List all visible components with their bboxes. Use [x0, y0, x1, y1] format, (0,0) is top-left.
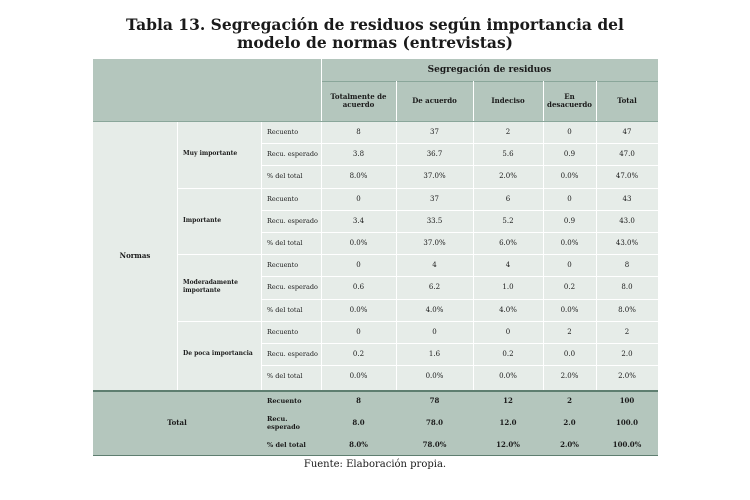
- table-cell: 8: [624, 261, 630, 270]
- table-cell: 0: [567, 128, 572, 137]
- total-cell: 2.0%: [560, 440, 579, 450]
- table-cell: 5.6: [502, 150, 514, 159]
- total-cell: 8: [356, 396, 361, 406]
- table-cell: 1.0: [502, 283, 514, 292]
- table-cell: 2: [567, 327, 572, 336]
- metric-label: Recuento: [267, 261, 299, 270]
- total-metric-label: Recuento: [267, 397, 302, 406]
- table-cell: 0.2: [502, 350, 514, 359]
- total-cell: 2: [567, 396, 572, 406]
- table-cell: 0.0%: [560, 239, 579, 248]
- table-cell: 2: [624, 327, 630, 336]
- table-cell: 47: [622, 128, 632, 137]
- table-cell: 0.9: [563, 216, 576, 225]
- table-cell: 6.0%: [499, 239, 517, 248]
- table-cell: 0.0%: [499, 372, 517, 381]
- table-cell: 37: [430, 194, 439, 203]
- column-header: De acuerdo: [412, 96, 457, 105]
- header-bottom-line: [93, 121, 658, 122]
- table-cell: 3.4: [352, 216, 365, 225]
- column-divider: [596, 81, 597, 390]
- metric-label: Recuento: [267, 194, 299, 203]
- total-cell: 78: [429, 396, 440, 406]
- table-cell: 0.2: [352, 350, 365, 359]
- metric-label: Recu. esperado: [267, 350, 318, 359]
- total-cell: 100.0: [616, 418, 638, 428]
- table-cell: 2.0%: [618, 372, 636, 381]
- metric-label: Recu. esperado: [267, 283, 318, 292]
- total-metric-label: % del total: [267, 441, 306, 450]
- table-cell: 0: [432, 327, 437, 336]
- row-group-label: Importante: [183, 216, 222, 224]
- column-divider: [473, 81, 474, 390]
- table-cell: 0.6: [352, 283, 365, 292]
- group-divider: [177, 254, 658, 255]
- metric-label: % del total: [267, 172, 303, 181]
- table-bottom-line: [93, 455, 658, 456]
- metric-label: Recuento: [267, 128, 299, 137]
- column-header: En desacuerdo: [547, 92, 592, 109]
- total-label: Total: [167, 418, 187, 428]
- table-title-line2: modelo de normas (entrevistas): [236, 33, 514, 52]
- table-cell: 2.0: [621, 350, 633, 359]
- total-cell: 100.0%: [612, 440, 642, 450]
- total-cell: 8.0%: [349, 440, 368, 450]
- table-cell: 36.7: [426, 150, 443, 159]
- table-cell: 4.0%: [499, 305, 517, 314]
- total-cell: 78.0%: [422, 440, 447, 450]
- table-title-line1: Tabla 13. Segregación de residuos según importancia del: [126, 15, 624, 34]
- table-cell: 2: [505, 128, 511, 137]
- column-divider: [396, 81, 397, 390]
- table-cell: 0.0%: [349, 305, 368, 314]
- column-divider: [261, 121, 262, 390]
- table-cell: 0: [505, 327, 511, 336]
- table-cell: 0.0%: [560, 172, 579, 181]
- metric-label: Recu. esperado: [267, 150, 318, 159]
- row-dimension-label: Normas: [119, 250, 151, 260]
- metric-label: % del total: [267, 372, 303, 381]
- table-cell: 0.0: [563, 350, 576, 359]
- table-cell: 2.0%: [560, 372, 579, 381]
- table-cell: 0.2: [563, 283, 576, 292]
- column-header: Indeciso: [491, 96, 525, 105]
- column-header: Total: [617, 96, 637, 105]
- table-cell: 0.0%: [425, 372, 444, 381]
- table-cell: 2.0%: [499, 172, 517, 181]
- table-title: [0, 16, 750, 52]
- total-cell: 12.0%: [496, 440, 520, 450]
- group-divider: [177, 188, 658, 189]
- table-cell: 43.0: [619, 216, 635, 225]
- table-cell: 47.0%: [615, 172, 639, 181]
- table-cell: 0: [567, 261, 572, 270]
- table-cell: 4: [505, 261, 511, 270]
- column-divider: [321, 81, 322, 390]
- table-cell: 37: [430, 128, 439, 137]
- group-divider: [177, 321, 658, 322]
- metric-label: Recu. esperado: [267, 216, 318, 225]
- contingency-table: [93, 59, 658, 454]
- table-cell: 8.0: [621, 283, 633, 292]
- total-cell: 2.0: [563, 418, 576, 428]
- table-cell: 0: [567, 194, 572, 203]
- table-cell: 8: [356, 128, 361, 137]
- table-cell: 0.0%: [349, 239, 368, 248]
- metric-label: Recuento: [267, 327, 299, 336]
- column-divider: [543, 81, 544, 390]
- table-cell: 37.0%: [423, 239, 446, 248]
- table-cell: 1.6: [428, 350, 441, 359]
- table-cell: 6.2: [428, 283, 441, 292]
- table-cell: 0: [356, 194, 361, 203]
- source-note: Fuente: Elaboración propia.: [303, 459, 447, 470]
- total-metric-label: Recu. esperado: [267, 415, 300, 432]
- table-cell: 37.0%: [423, 172, 446, 181]
- column-header: Totalmente de acuerdo: [330, 92, 387, 109]
- metric-label: % del total: [267, 239, 303, 248]
- total-cell: 8.0: [352, 418, 365, 428]
- table-cell: 0.9: [563, 150, 576, 159]
- row-group-label: Moderadamente importante: [183, 279, 238, 295]
- table-cell: 4: [432, 261, 437, 270]
- total-cell: 12: [503, 396, 513, 406]
- column-divider: [321, 59, 322, 81]
- table-cell: 8.0%: [349, 172, 368, 181]
- metric-label: % del total: [267, 305, 303, 314]
- total-cell: 100: [619, 396, 635, 406]
- total-cell: 12.0: [499, 418, 517, 428]
- table-cell: 33.5: [426, 216, 443, 225]
- table-cell: 0: [356, 261, 361, 270]
- table-cell: 5.2: [502, 216, 514, 225]
- table-cell: 0: [356, 327, 361, 336]
- row-group-label: De poca importancia: [183, 350, 253, 358]
- table-cell: 0.0%: [560, 305, 579, 314]
- table-cell: 6: [505, 194, 511, 203]
- segregation-header: Segregación de residuos: [427, 65, 552, 75]
- row-group-label: Muy importante: [183, 150, 238, 158]
- table-cell: 8.0%: [618, 305, 636, 314]
- total-cell: 78.0: [425, 418, 444, 428]
- table-cell: 0.0%: [349, 372, 368, 381]
- table-cell: 3.8: [352, 150, 365, 159]
- table-cell: 43: [622, 194, 632, 203]
- table-cell: 4.0%: [425, 305, 444, 314]
- column-divider: [177, 121, 178, 390]
- table-cell: 43.0%: [615, 239, 639, 248]
- table-cell: 47.0: [619, 150, 635, 159]
